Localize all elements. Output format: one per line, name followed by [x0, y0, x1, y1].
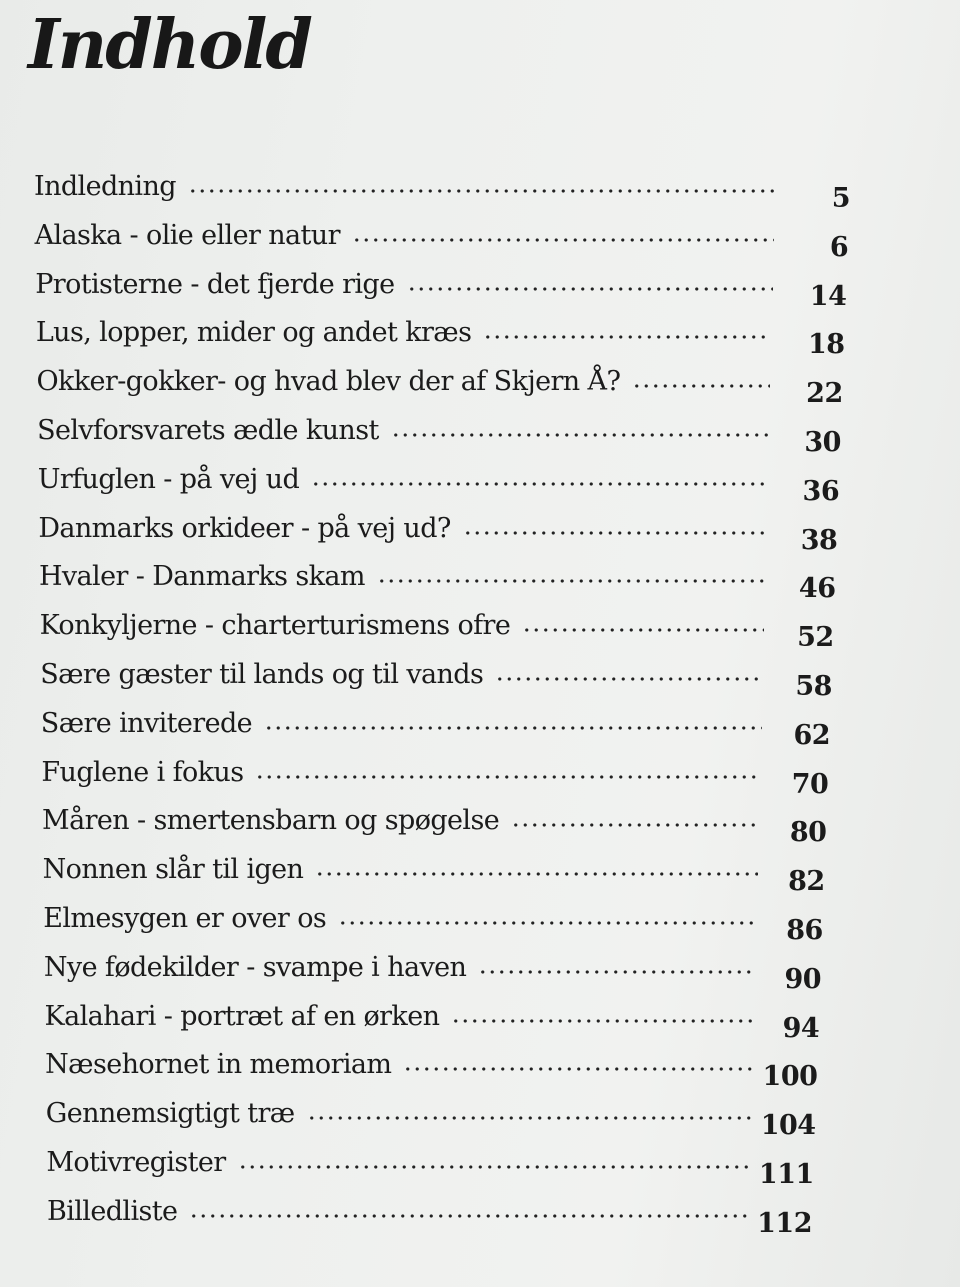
- dot-leader: [478, 969, 756, 975]
- toc-entry-page-number: 111: [758, 1159, 814, 1190]
- dot-leader: [352, 237, 774, 243]
- toc-entry-page-number: 18: [807, 329, 845, 361]
- toc-entry-page-number: 22: [806, 378, 843, 410]
- toc-entry-page-number: 5: [831, 183, 850, 214]
- dot-leader: [511, 822, 759, 828]
- dot-leader: [522, 627, 764, 633]
- toc-entry-page-number: 58: [795, 671, 832, 702]
- toc-entry: [46, 1146, 813, 1194]
- toc-entry-title: Gennemsigtigt træ: [45, 1098, 295, 1130]
- toc-entry-title: Næsehornet in memoriam: [45, 1049, 392, 1081]
- toc-entry-page-number: 90: [784, 963, 822, 995]
- toc-entry-page-number: 112: [757, 1207, 812, 1239]
- toc-entry-title: Selvforsvarets ædle kunst: [37, 415, 379, 446]
- toc-entry-page-number: 82: [788, 866, 825, 898]
- toc-entry-title: Konkyljerne - charterturismens ofre: [39, 610, 511, 642]
- toc-entry-title: Nye fødekilder - svampe i haven: [43, 951, 467, 983]
- dot-leader: [451, 1018, 754, 1024]
- dot-leader: [238, 1164, 752, 1170]
- toc-entry-title: Okker-gokker- og hvad blev der af Skjern Å?: [36, 366, 621, 398]
- toc-entry: [46, 1097, 816, 1145]
- dot-leader: [264, 725, 762, 731]
- toc-entry-title: Nonnen slår til igen: [42, 854, 304, 886]
- toc-entry: [47, 1195, 812, 1243]
- dot-leader: [495, 676, 763, 682]
- toc-entry: [38, 512, 837, 560]
- toc-entry: [36, 365, 842, 413]
- toc-entry-title: Indledning: [34, 171, 176, 202]
- toc-entry-page-number: 36: [802, 475, 840, 507]
- dot-leader: [463, 530, 767, 536]
- toc-entry-title: Sære inviterede: [40, 707, 253, 739]
- dot-leader: [189, 1213, 750, 1219]
- toc-entry-title: Protisterne - det fjerde rige: [35, 268, 395, 300]
- toc-entry: [43, 853, 825, 901]
- dot-leader: [391, 432, 769, 438]
- toc-entry-title: Billedliste: [47, 1195, 178, 1227]
- dot-leader: [403, 1066, 753, 1072]
- dot-leader: [632, 383, 770, 389]
- toc-entry: [37, 414, 841, 462]
- toc-entry-page-number: 46: [798, 573, 836, 605]
- dot-leader: [407, 286, 773, 292]
- toc-entry-title: Alaska - olie eller natur: [34, 219, 340, 251]
- toc-entry-page-number: 30: [804, 427, 841, 458]
- toc-entry-title: Urfuglen - på vej ud: [37, 463, 300, 495]
- toc-entry-title: Motivregister: [46, 1147, 226, 1178]
- toc-entry-title: Fuglene i fokus: [41, 756, 244, 788]
- toc-entry-title: Sære gæster til lands og til vands: [40, 659, 484, 690]
- toc-entry-title: Elmesygen er over os: [43, 903, 327, 934]
- toc-entry-page-number: 70: [791, 768, 829, 800]
- toc-entry: [42, 804, 826, 852]
- toc-entry-title: Hvaler - Danmarks skam: [38, 561, 365, 593]
- dot-leader: [307, 1115, 753, 1121]
- dot-leader: [188, 188, 775, 194]
- dot-leader: [377, 578, 766, 584]
- toc-entry: [36, 316, 845, 364]
- dot-leader: [338, 920, 757, 926]
- toc-entry: [39, 560, 836, 608]
- toc-entry: [34, 170, 850, 218]
- toc-entry-page-number: 94: [782, 1012, 820, 1044]
- toc-entry-title: Kalahari - portræt af en ørken: [44, 1000, 440, 1032]
- dot-leader: [255, 774, 760, 780]
- toc-entry-page-number: 52: [797, 622, 834, 654]
- dot-leader: [483, 334, 771, 340]
- toc-entry: [45, 1000, 820, 1048]
- toc-entry: [43, 902, 823, 950]
- toc-entry: [45, 1048, 817, 1096]
- toc-entry-page-number: 6: [829, 231, 849, 263]
- toc-entry-page-number: 80: [789, 817, 827, 849]
- toc-entry: [44, 951, 821, 999]
- toc-entry-page-number: 86: [786, 915, 823, 946]
- page-title: Indhold: [28, 5, 311, 85]
- toc-entry: [41, 707, 830, 755]
- toc-entry-title: Måren - smertensbarn og spøgelse: [42, 805, 500, 837]
- dot-leader: [315, 871, 758, 877]
- toc-entry-title: Danmarks orkideer - på vej ud?: [38, 512, 451, 544]
- toc-entry-page-number: 14: [809, 280, 847, 312]
- toc-entry: [40, 609, 834, 657]
- toc-entry-title: Lus, lopper, mider og andet kræs: [35, 317, 472, 349]
- toc-entry: [40, 658, 832, 706]
- toc-entry-page-number: 100: [762, 1061, 818, 1093]
- toc-entry-page-number: 104: [760, 1110, 816, 1142]
- toc-entry: [35, 219, 849, 267]
- dot-leader: [311, 481, 768, 487]
- toc-entry: [35, 268, 846, 316]
- toc-entry-page-number: 38: [800, 524, 838, 556]
- toc-entry-page-number: 62: [793, 719, 831, 751]
- toc-entry: [38, 463, 839, 511]
- toc-entry: [41, 756, 828, 804]
